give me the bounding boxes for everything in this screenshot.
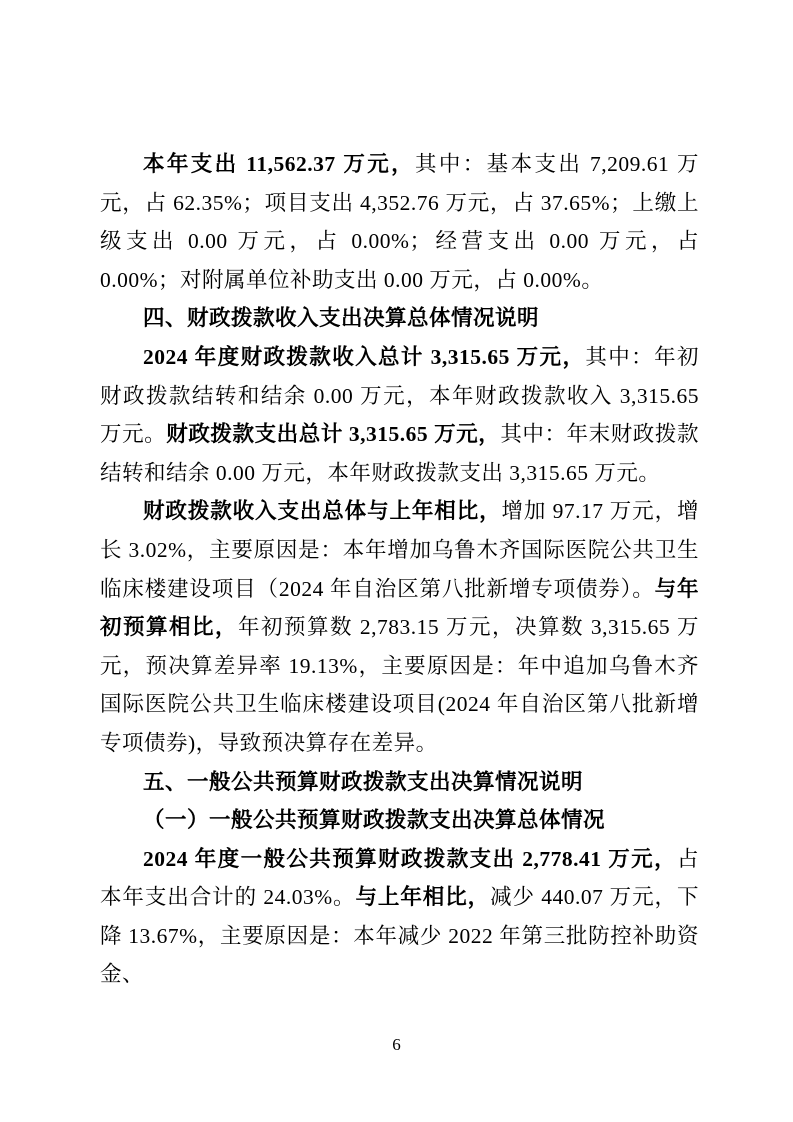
text-segment: 与年初预算相比， (100, 576, 699, 640)
text-segment: 其中：年末财政拨款结转和结余 0.00 万元，本年财政拨款支出 3,315.65 万元。 (100, 422, 699, 485)
text-segment: 年初预算数 2,783.15 万元，决算数 3,315.65 万元，预决算差异率 19.13%，主要原因是：年中追加乌鲁木齐国际医院公共卫生临床楼建设项目(2024 年自治区第八批新增专项债券)，导致预决算存在差异。 (100, 615, 699, 755)
para-fiscal-appropriation-totals (100, 338, 699, 492)
text-segment: （一）一般公共预算财政拨款支出决算总体情况 (143, 808, 606, 833)
text-segment: 占本年支出合计的 24.03%。 (100, 846, 699, 910)
text-segment: 其中：年初财政拨款结转和结余 0.00 万元，本年财政拨款收入 3,315.65 万元。 (100, 344, 699, 447)
heading-section-5 (100, 763, 699, 802)
text-segment: 本年支出 11,562.37 万元， (143, 152, 416, 176)
para-fiscal-comparison (100, 492, 699, 762)
text-segment: 减少 440.07 万元，下降 13.67%，主要原因是：本年减少 2022 年第三批防控补助资金、 (100, 885, 699, 987)
text-segment: 2024 年度一般公共预算财政拨款支出 2,778.41 万元， (143, 846, 677, 871)
para-annual-expenditure-summary (100, 145, 699, 299)
para-general-public-budget-expenditure (100, 840, 699, 994)
heading-section-5-1 (100, 801, 699, 840)
text-segment: 2024 年度财政拨款收入总计 3,315.65 万元， (143, 344, 586, 369)
text-segment: 财政拨款支出总计 3,315.65 万元， (166, 422, 501, 447)
text-segment: 其中：基本支出 7,209.61 万元，占 62.35%；项目支出 4,352.76 万元，占 37.65%；上缴上级支出 0.00 万元，占 0.00%；经营支出 0.00 万元，占 0.00%；对附属单位补助支出 0.00 万元，占 0.00%。 (100, 152, 699, 292)
text-segment: 财政拨款收入支出总体与上年相比， (143, 499, 502, 524)
text-segment: 增加 97.17 万元，增长 3.02%，主要原因是：本年增加乌鲁木齐国际医院公共卫生临床楼建设项目（2024 年自治区第八批新增专项债券）。 (100, 499, 699, 601)
document-body (100, 145, 699, 994)
page-number: 6 (392, 1035, 401, 1054)
heading-section-4 (100, 299, 699, 338)
text-segment: 五、一般公共预算财政拨款支出决算情况说明 (143, 769, 584, 794)
text-segment: 与上年相比， (355, 885, 491, 910)
text-segment: 四、财政拨款收入支出决算总体情况说明 (143, 306, 540, 331)
